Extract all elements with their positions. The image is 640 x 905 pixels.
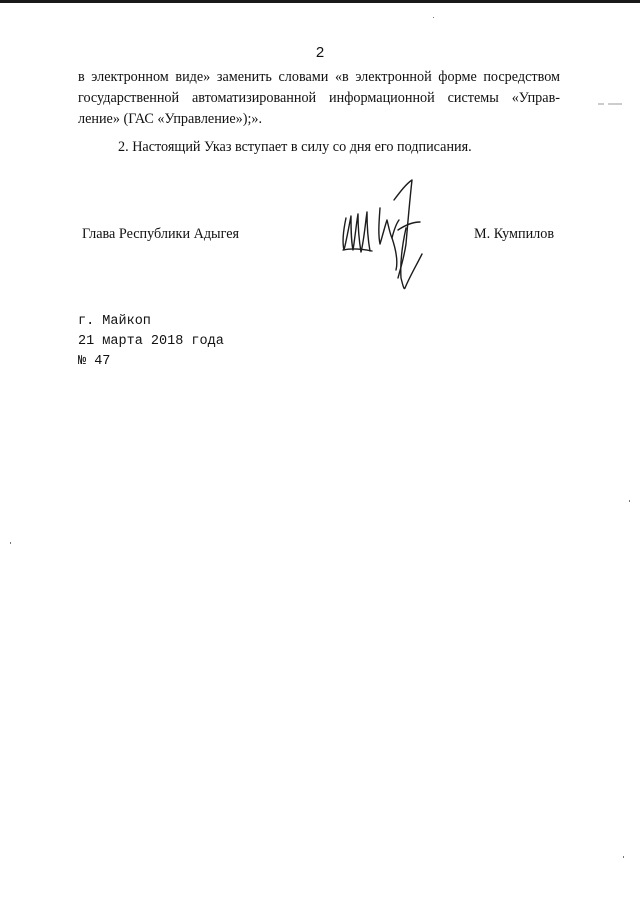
scan-speck — [10, 542, 11, 544]
scan-speck — [629, 500, 630, 502]
footer-number: № 47 — [78, 354, 111, 369]
amendment-paragraph — [78, 67, 560, 130]
footer-city: г. Майкоп — [78, 314, 151, 329]
signer-title: Глава Республики Адыгея — [82, 226, 240, 242]
effective-date-clause: 2. Настоящий Указ вступает в силу со дня его подписания. — [118, 139, 472, 155]
paragraph-line-2: государственной автоматизированной информационной системы «Управ- — [78, 90, 560, 106]
scan-speck — [623, 856, 624, 858]
footer-date: 21 марта 2018 года — [78, 334, 224, 349]
document-footer — [78, 312, 224, 372]
top-border-rule — [0, 0, 640, 3]
signer-name: М. Кумпилов — [474, 226, 555, 242]
paragraph-line-1: в электронном виде» заменить словами «в электронной форме посредством — [78, 69, 560, 85]
handwritten-signature — [334, 170, 434, 298]
scan-speck — [433, 17, 434, 18]
paragraph-line-3: ление» (ГАС «Управление»);». — [78, 111, 263, 127]
page-number: 2 — [315, 44, 325, 61]
margin-scan-mark — [598, 103, 622, 105]
